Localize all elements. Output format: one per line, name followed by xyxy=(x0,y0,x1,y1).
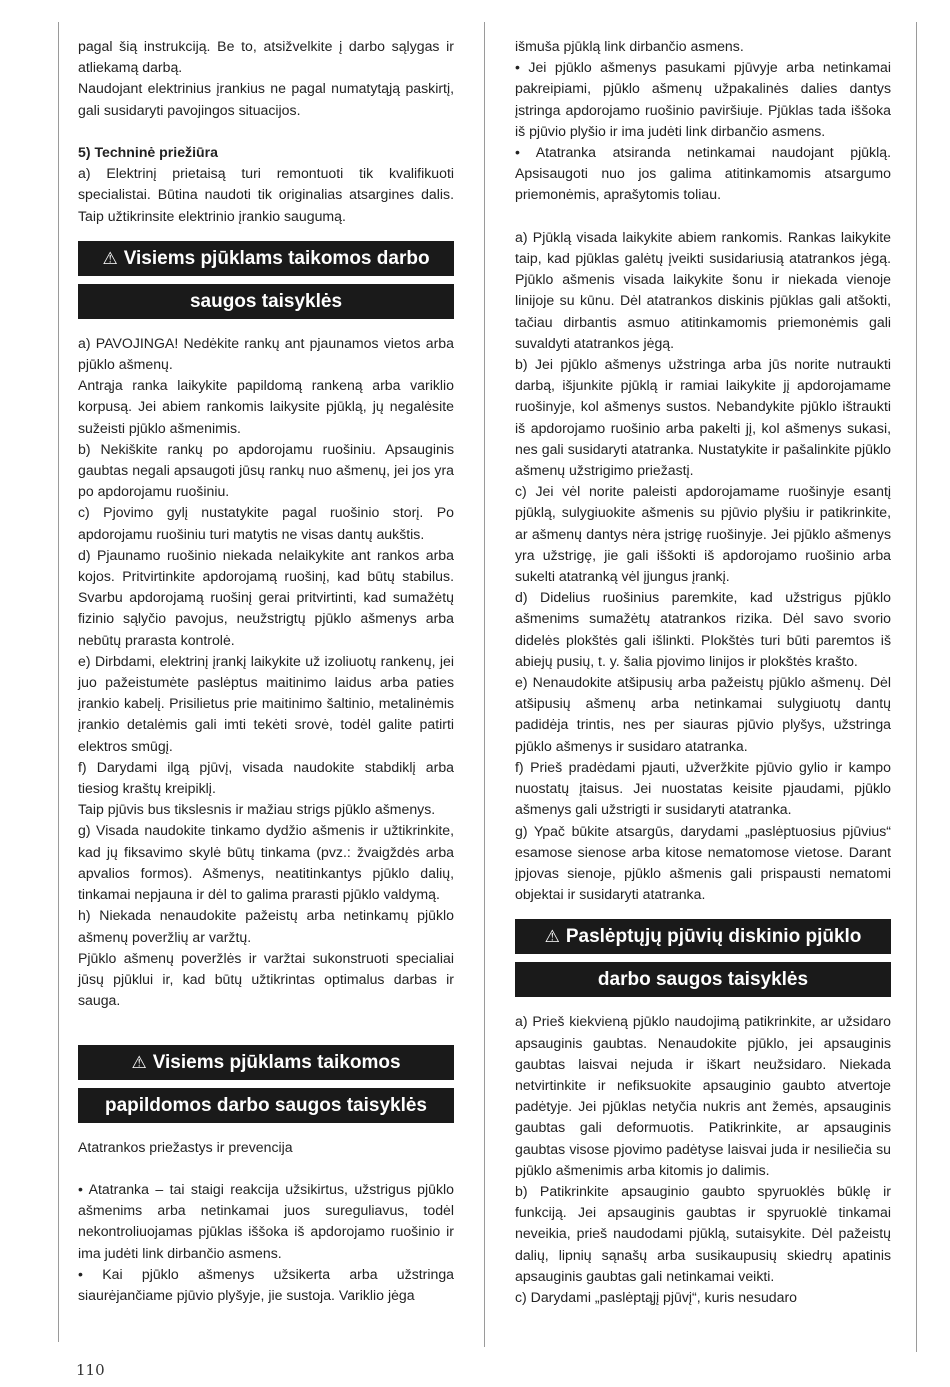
warning-triangle-icon: ⚠ xyxy=(102,248,118,268)
subheading: Atatrankos priežastys ir prevencija xyxy=(78,1138,293,1155)
banner-title: darbo saugos taisyklės xyxy=(597,969,809,991)
section-banner-continued xyxy=(78,284,454,319)
left-margin-rule xyxy=(58,22,59,1342)
center-column-rule xyxy=(484,22,485,1347)
section-banner-continued xyxy=(78,1088,454,1123)
rule-paragraph: a) PAVOJINGA! Nedėkite rankų ant pjaunamos vietos arba pjūklo ašmenų. xyxy=(78,334,454,373)
rule-paragraph: e) Nenaudokite atšipusių arba pažeistų pjūklo ašmenų. Dėl atšipusių ašmenų arba netinkamai sulygiuotų dantų padidėja trintis, nes per siauras pjūvio plyšys, užstringa pjūklo ašmenys ir susidaro atatranka. xyxy=(515,674,891,754)
page-number: 110 xyxy=(76,1361,105,1379)
section-banner xyxy=(78,241,454,276)
intro-paragraph: Naudojant elektrinius įrankius ne pagal numatytąją paskirtį, gali susidaryti pavojingos situacijos. xyxy=(78,80,454,118)
bullet-paragraph: • Atatranka atsiranda netinkamai naudojant pjūklą. Apsisaugoti nuo jos galima atitinkamomis atsargumo priemonėmis, aprašytomis toliau. xyxy=(515,144,891,203)
rule-paragraph: c) Darydami „paslėptąjį pjūvį“, kuris nesudaro xyxy=(515,1288,797,1305)
rule-paragraph: e) Dirbdami, elektrinį įrankį laikykite už izoliuotų rankenų, jei juo pažeistumėte paslėptus maitinimo laidus arba paties įrankio kabelį. Prisilietus prie maitinimo šaltinio, metalinėmis įrankio detalėmis gali imti tekėti srovė, todėl galite patirti elektros smūgį. xyxy=(78,652,454,754)
continuation-paragraph: išmuša pjūklą link dirbančio asmens. xyxy=(515,38,744,54)
rule-paragraph: f) Prieš pradėdami pjauti, užveržkite pjūvio gylio ir kampo nuostatų įtaisus. Jei nuostatas keisite pjaudami, pjūklo ašmenys gali užstrigti ir susidaryti atatranka. xyxy=(515,758,891,818)
rule-paragraph: a) Prieš kiekvieną pjūklo naudojimą patikrinkite, ar užsidaro apsauginis gaubtas. Nenaudokite pjūklo, jei apsauginis gaubtas laisvai nejuda ir iškart neužsidaro. Niekada netvirtinkite ir nefiksuokite apsauginio gaubto atvertoje padėtyje. Jei pjūklas netyčia nukris ant žemės, apsauginis gaubtas gali deformuotis. Patikrinkite, ar apsauginis gaubtas visose pjovimo padėtyse laisvai juda ir nesiliečia su pjūklo ašmenimis arba kitomis jo dalimis. xyxy=(515,1013,891,1178)
rule-paragraph: c) Jei vėl norite paleisti apdorojamame ruošinyje esantį pjūklą, sulygiuokite ašmenis su pjūvio plyšiu ir patikrinkite, ar ašmenų dantys nėra įstrigę ruošinyje. Jei pjūklo ašmenys yra užstrigę, jie gali iššokti iš apdorojamo ruošinio arba sukelti atatranką vėl įjungus įrankį. xyxy=(515,483,891,585)
rule-paragraph: Pjūklo ašmenų poveržlės ir varžtai sukonstruoti specialiai jūsų pjūklui ir, kad būtų užtikrintas optimalus darbas ir sauga. xyxy=(78,949,454,1009)
section-banner xyxy=(515,919,891,954)
right-margin-rule xyxy=(916,22,917,1352)
section-heading: 5) Techninė priežiūra xyxy=(78,144,218,160)
rule-paragraph: Antrąja ranka laikykite papildomą rankeną arba variklio korpusą. Jei abiem rankomis laikysite pjūklą, jų negalėsite sužeisti pjūklo ašmenimis. xyxy=(78,377,454,436)
rule-paragraph: b) Patikrinkite apsauginio gaubto spyruoklės būklę ir funkciją. Jei apsauginis gaubtas ir spyruoklė tinkamai neveikia, prieš naudodami pjūklą, sutaisykite. Dėl pažeistų dalių, lipnių sąnašų arba susikaupusių skiedrų apatinis apsauginis gaubtas gali netinkamai veikti. xyxy=(515,1182,891,1284)
banner-title: saugos taisyklės xyxy=(189,290,343,312)
rule-paragraph: a) Pjūklą visada laikykite abiem rankomis. Rankas laikykite taip, kad pjūklas galėtų įveikti susidariusią atatrankos jėgą. Pjūklo ašmenis visada laikykite šonu ir niekada vienoje linijoje su kūnu. Dėl atatrankos diskinis pjūklas gali atšokti, tačiau dirbantis asmuo atitinkamomis priemonėmis gali suvaldyti atatrankos jėgą. xyxy=(515,228,891,351)
bullet-paragraph: • Jei pjūklo ašmenys pasukami pjūvyje arba netinkamai pakreipiami, pjūklo ašmenų užpakalinės dalies dantys įstringa apdorojamo ruošinio paviršiuje. Pjūklas tada iššoka iš pjūvio plyšio ir ima judėti link dirbančio asmens. xyxy=(515,59,891,139)
intro-paragraph: pagal šią instrukciją. Be to, atsižvelkite į darbo sąlygas ir atliekamą darbą. xyxy=(78,38,454,76)
right-column xyxy=(515,36,891,1308)
rule-paragraph: b) Jei pjūklo ašmenys užstringa arba jūs norite nutraukti darbą, išjunkite pjūklą ir ramiai laikykite jį apdorojamame ruošinyje, kol ašmenys sustos. Nebandykite pjūklo ištraukti iš apdorojamo ruošinio arba pakelti jį, kol ašmenys sukasi, nes gali susidaryti atatranka. Nustatykite ir pašalinkite pjūklo ašmenų užstrigimo priežastį. xyxy=(515,356,891,479)
warning-triangle-icon: ⚠ xyxy=(544,927,560,947)
banner-title: papildomos darbo saugos taisyklės xyxy=(104,1094,428,1116)
rule-paragraph: d) Pjaunamo ruošinio niekada nelaikykite ant rankos arba kojos. Pritvirtinkite apdorojamą ruošinį, kad būtų stabilus. Svarbu apdorojamą ruošinį gerai pritvirtinti, kad sumažėtų fizinio sąlyčio pavojus, neužstrigtų pjūklo ašmenys arba nebūtų prarasta kontrolė. xyxy=(78,546,454,648)
rule-paragraph: c) Pjovimo gylį nustatykite pagal ruošinio storį. Po apdorojamu ruošiniu turi matytis ne visas dantų aukštis. xyxy=(78,504,454,542)
left-column xyxy=(78,36,454,1306)
rule-paragraph: g) Visada naudokite tinkamo dydžio ašmenis ir užtikrinkite, kad jų fiksavimo skylė būtų tinkama (pvz.: žvaigždės arba apvalios formos). Ašmenys, neatitinkantys pjūklo dalių, tinkamai nepjauna ir dėl to galima prarasti pjūklo valdymą. xyxy=(78,822,454,903)
section-banner xyxy=(78,1045,454,1080)
section-paragraph: a) Elektrinį prietaisą turi remontuoti tik kvalifikuoti specialistai. Būtina naudoti tik originalias atsargines dalis. Taip užtikrinsite elektrinio įrankio saugumą. xyxy=(78,165,454,224)
rule-paragraph: d) Didelius ruošinius paremkite, kad užstrigus pjūklo ašmenims sumažėtų atatrankos rizika. Dėl savo svorio didelės plokštės gali išlinkti. Plokštės turi būti paremtos iš abiejų pusių, t. y. šalia pjovimo linijos ir plokštės krašto. xyxy=(515,589,891,669)
section-banner-continued xyxy=(515,962,891,997)
banner-title: Visiems pjūklams taikomos darbo xyxy=(123,247,430,269)
banner-title: Paslėptųjų pjūvių diskinio pjūklo xyxy=(565,926,862,948)
warning-triangle-icon: ⚠ xyxy=(131,1052,147,1072)
rule-paragraph: h) Niekada nenaudokite pažeistų arba netinkamų pjūklo ašmenų poveržlių ar varžtų. xyxy=(78,907,454,945)
bullet-paragraph: • Atatranka – tai staigi reakcija užsikirtus, užstrigus pjūklo ašmenims arba netinkamai juos sureguliavus, todėl nekontroliuojamas pjūklas iššoka iš apdorojamo ruošinio ir ima judėti link dirbančio asmens. xyxy=(78,1180,454,1261)
rule-paragraph: f) Darydami ilgą pjūvį, visada naudokite stabdiklį arba tiesiog kraštų kreipiklį. xyxy=(78,758,454,797)
rule-paragraph: g) Ypač būkite atsargūs, darydami „paslėptuosius pjūvius“ esamose sienose arba kitose nematomose vietose. Darant įpjovas sienoje, pjūklo ašmenis gali prispausti nematomi objektai ir susidaryti atatranka. xyxy=(515,822,891,903)
bullet-paragraph: • Kai pjūklo ašmenys užsikerta arba užstringa siaurėjančiame pjūvio plyšyje, jie sustoja. Variklio jėga xyxy=(78,1265,454,1303)
rule-paragraph: b) Nekiškite rankų po apdorojamu ruošiniu. Apsauginis gaubtas negali apsaugoti jūsų rankų nuo ašmenų, jei jos yra po apdorojamu ruošiniu. xyxy=(78,440,454,500)
rule-paragraph: Taip pjūvis bus tikslesnis ir mažiau strigs pjūklo ašmenys. xyxy=(78,801,436,818)
banner-title: Visiems pjūklams taikomos xyxy=(152,1051,401,1073)
